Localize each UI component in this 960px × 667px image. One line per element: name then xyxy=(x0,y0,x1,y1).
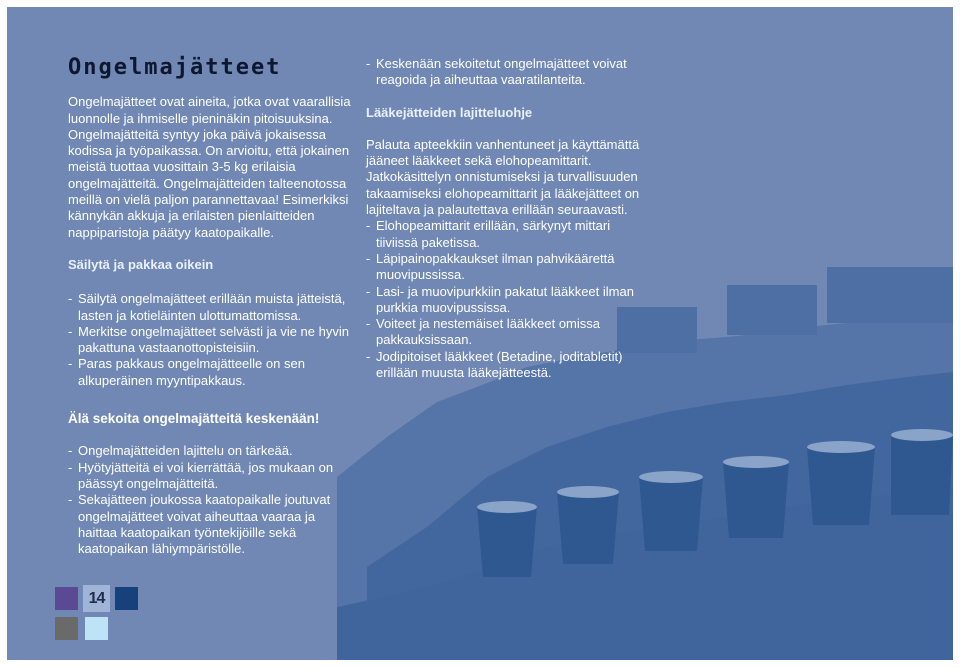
section-heading-storage: Säilytä ja pakkaa oikein xyxy=(68,256,214,272)
decor-square-light xyxy=(85,617,108,640)
left-column xyxy=(68,56,353,557)
page-number: 14 xyxy=(83,585,110,612)
list-item: - Merkitse ongelmajätteet selvästi ja vie ne hyvin pakattuna vastaanottopisteisiin. xyxy=(68,324,353,357)
intro-paragraph: Ongelmajätteet ovat aineita, jotka ovat vaarallisia luonnolle ja ihmiselle pieninäkin pitoisuuksina. Ongelmajätteitä syntyy joka päivä jokaisessa kodissa ja työpaikassa. On arvioitu, että jokainen meistä tuottaa vuosittain 3-5 kg erilaisia ongelmajätteitä. Ongelmajätteiden talteenotossa meillä on vielä paljon parannettavaa! Esimerkiksi kännykän akkuja ja erilaisten pienlaitteiden nappiparistoja päätyy kaatopaikalle. xyxy=(68,94,351,240)
section-heading-medicine: Lääkejätteiden lajitteluohje xyxy=(366,104,533,120)
list-item: - Sekajätteen joukossa kaatopaikalle joutuvat ongelmajätteet voivat aiheuttaa vaaraa ja haittaa kaatopaikan työntekijöille sekä kaatopaikan lähiympäristölle. xyxy=(68,492,353,557)
list-item: - Ongelmajätteiden lajittelu on tärkeää. xyxy=(68,443,353,459)
page-title: Ongelmajätteet xyxy=(68,55,282,80)
list-item: - Läpipainopakkaukset ilman pahvikäärettä muovipussissa. xyxy=(366,251,646,284)
list-item: - Jodipitoiset lääkkeet (Betadine, joditabletit) erillään muusta lääkejätteestä. xyxy=(366,349,646,382)
decor-square-purple xyxy=(55,587,78,610)
list-item: - Paras pakkaus ongelmajätteelle on sen alkuperäinen myyntipakkaus. xyxy=(68,356,353,389)
section-heading-mixing: Älä sekoita ongelmajätteitä keskenään! xyxy=(68,411,320,427)
list-item: - Säilytä ongelmajätteet erillään muista jätteistä, lasten ja kotieläinten ulottumattomissa. xyxy=(68,291,353,324)
content-panel xyxy=(7,7,953,660)
list-item: - Elohopeamittarit erillään, särkynyt mittari tiiviissä paketissa. xyxy=(366,218,646,251)
right-column xyxy=(366,56,646,381)
decor-square-gray xyxy=(55,617,78,640)
list-item: - Hyötyjätteitä ei voi kierrättää, jos mukaan on päässyt ongelmajätteitä. xyxy=(68,460,353,493)
decor-square-navy xyxy=(115,587,138,610)
list-item: - Keskenään sekoitetut ongelmajätteet voivat reagoida ja aiheuttaa vaaratilanteita. xyxy=(366,56,646,89)
list-item: - Voiteet ja nestemäiset lääkkeet omissa pakkauksissaan. xyxy=(366,316,646,349)
medicine-intro: Palauta apteekkiin vanhentuneet ja käyttämättä jääneet lääkkeet sekä elohopeamittarit. Jatkokäsittelyn onnistumiseksi ja turvallisuuden takaamiseksi elohopeamittarit ja lääkejätteet on lajiteltava ja palautettava erillään seuraavasti. xyxy=(366,136,640,218)
list-item: - Lasi- ja muovipurkkiin pakatut lääkkeet ilman purkkia muovipussissa. xyxy=(366,284,646,317)
